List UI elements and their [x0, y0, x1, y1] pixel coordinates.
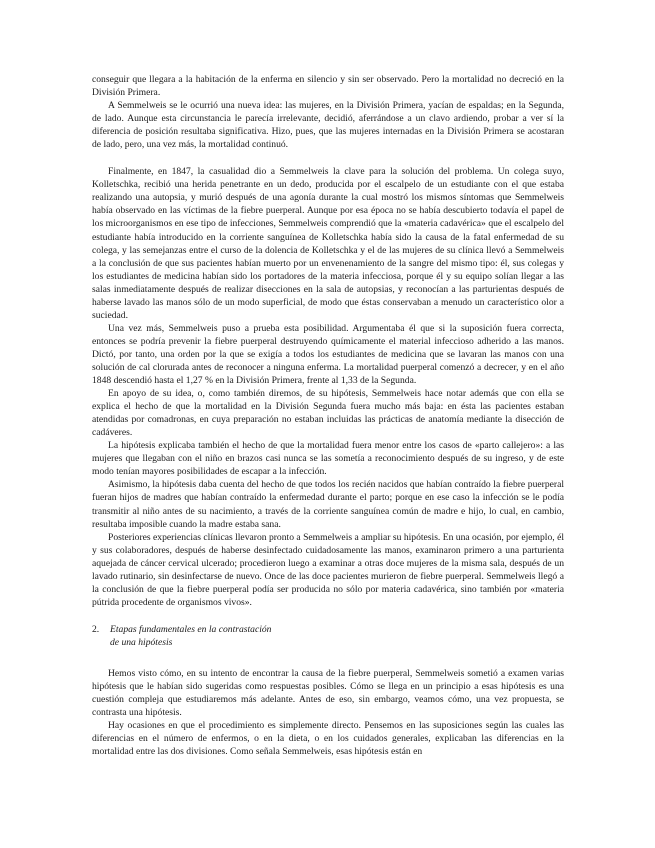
section-title-line1: Etapas fundamentales en la contrastación — [110, 623, 272, 635]
paragraph-gap — [92, 609, 564, 623]
section-title-line2: de una hipótesis — [110, 636, 173, 648]
paragraph: Hemos visto cómo, en su intento de encontrar la causa de la fiebre puerperal, Semmelweis sometió a examen varias hipótesis que le habían sido sugeridas como respuestas posibles. Cómo se llega en un principio a esas hipótesis es una cuestión compleja que estudiaremos más adelante. Antes de eso, sin embargo, veamos cómo, una vez propuesta, se contrasta una hipótesis. — [92, 667, 564, 719]
paragraph: La hipótesis explicaba también el hecho de que la mortalidad fuera menor entre los casos de «parto callejero»: a las mujeres que llegaban con el niño en brazos casi nunca se las sometía a reconocimiento después de su ingreso, y de este modo tenían mayores posibilidades de escapar a la infección. — [92, 440, 564, 478]
paragraph: Asimismo, la hipótesis daba cuenta del hecho de que todos los recién nacidos que habían contraído la fiebre puerperal fueran hijos de madres que habían contraído la enfermedad durante el parto; porque en ese caso la infección se le podía transmitir al niño antes de su nacimiento, a través de la corriente sanguínea común de madre e hijo, lo cual, en cambio, resultaba imposible cuando la madre estaba sana. — [92, 479, 564, 530]
paragraph: Una vez más, Semmelweis puso a prueba esta posibilidad. Argumentaba él que si la suposición fuera correcta, entonces se podría prevenir la fiebre puerperal destruyendo químicamente el material infeccioso adherido a las manos. Dictó, por tanto, una orden por la que se exigía a todos los estudiantes de medicina que se lavaran las manos con una solución de cal clorurada antes de reconocer a ninguna enferma. La mortalidad puerperal comenzó a decrecer, y en el año 1848 descendió hasta el 1,27 % en la División Primera, frente al 1,33 de la Segunda. — [92, 322, 564, 387]
paragraph-gap — [92, 649, 564, 667]
paragraph: Posteriores experiencias clínicas llevaron pronto a Semmelweis a ampliar su hipótesis. En una ocasión, por ejemplo, él y sus colaboradores, después de haberse desinfectado cuidadosamente las manos, examinaron primero a una parturienta aquejada de cáncer cervical ulcerado; procedieron luego a examinar a otras doce mujeres de la misma sala, después de un lavado rutinario, sin desinfectarse de nuevo. Once de las doce pacientes murieron de fiebre puerperal. Semmelweis llegó a la conclusión de que la fiebre puerperal podía ser producida no sólo por materia cadavérica, sino también por «materia pútrida procedente de organismos vivos». — [92, 531, 564, 608]
paragraph: Finalmente, en 1847, la casualidad dio a Semmelweis la clave para la solución del problema. Un colega suyo, Kolletschka, recibió una herida penetrante en un dedo, producida por el escalpelo de un estudiante con el que estaba realizando una autopsia, y murió después de una agonía durante la cual mostró los mismos síntomas que Semmelweis había observado en las víctimas de la fiebre puerperal. Aunque por esa época no se había descubierto todavía el papel de los microorganismos en ese tipo de infecciones, Semmelweis comprendió que la «materia cadavérica» que el escalpelo del estudiante había introducido en la corriente sanguínea de Kolletschka había sido la causa de la fatal enfermedad de su colega, y las semejanzas entre el curso de la dolencia de Kolletschka y el de las mujeres de su clínica llevó a Semmelweis a la conclusión de que sus pacientes habían muerto por un envenenamiento de la sangre del mismo tipo: él, sus colegas y los estudiantes de medicina habían sido los portadores de la materia infecciosa, porque él y su equipo solían llegar a las salas inmediatamente después de realizar disecciones en la sala de autopsias, y reconocían a las parturientas después de haberse lavado las manos sólo de un modo superficial, de modo que éstas conservaban a menudo un característico olor a suciedad. — [92, 166, 564, 321]
paragraph: Hay ocasiones en que el procedimiento es simplemente directo. Pensemos en las suposiciones según las cuales las diferencias en el número de enfermos, o en la dieta, o en los cuidados generales, explicaban las diferencias en la mortalidad entre las dos divisiones. Como señala Semmelweis, esas hipótesis están en — [92, 720, 564, 758]
section-number: 2. — [92, 623, 100, 635]
paragraph: A Semmelweis se le ocurrió una nueva idea: las mujeres, en la División Primera, yacían de espaldas; en la Segunda, de lado. Aunque esta circunstancia le parecía irrelevante, decidió, aferrándose a un clavo ardiendo, probar a ver sí la diferencia de posición resultaba significativa. Hizo, pues, que las mujeres internadas en la División Primera se acostaran de lado, pero, una vez más, la mortalidad continuó. — [92, 100, 564, 151]
section-heading — [92, 623, 564, 649]
paragraph-gap — [92, 151, 564, 165]
document-page — [92, 73, 564, 758]
paragraph: En apoyo de su idea, o, como también diremos, de su hipótesis, Semmelweis hace notar además que con ella se explica el hecho de que la mortalidad en la División Segunda fuera mucho más baja: en ésta las pacientes estaban atendidas por comadronas, en cuya preparación no estaban incluidas las prácticas de anatomía mediante la disección de cadáveres. — [92, 388, 564, 439]
paragraph: conseguir que llegara a la habitación de la enferma en silencio y sin ser observado. Pero la mortalidad no decreció en la División Primera. — [92, 74, 564, 99]
